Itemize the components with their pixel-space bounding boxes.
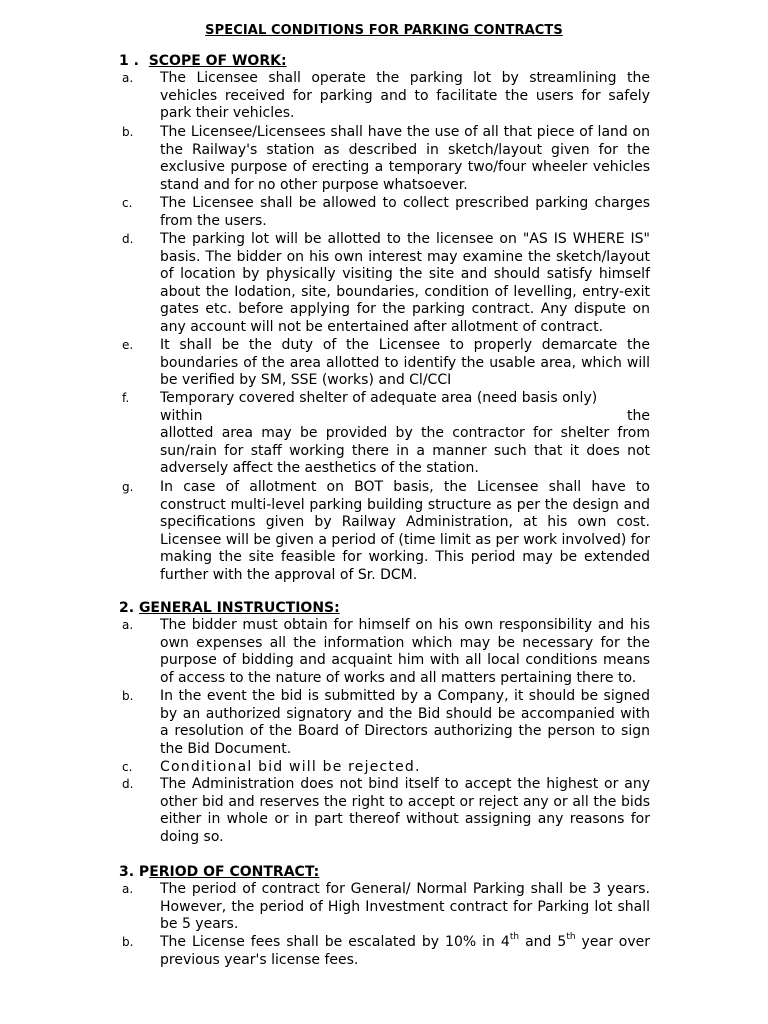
item-text: The Licensee shall operate the parking lot by streamlining the vehicles received for parking and to facilitate the users for safely park their vehicles. bbox=[160, 70, 650, 122]
section-title: GENERAL INSTRUCTIONS: bbox=[138, 600, 340, 616]
section-title: SCOPE OF WORK: bbox=[148, 53, 287, 69]
item-text: The parking lot will be allotted to the licensee on "AS IS WHERE IS" basis. The bidder on his own interest may examine the sketch/layout of location by physically visiting the site and should satisfy himself about the Iodation, site, boundaries, condition of levelling, entry-exit gates etc. before applying for the parking contract. Any dispute on any account will not be entertained after allotment of contract. bbox=[160, 231, 650, 335]
item-letter: a. bbox=[122, 618, 134, 632]
item-text: allotted area may be provided by the contractor for shelter from sun/rain for staff working there in a manner such that it does not adversely affect the aesthetics of the station. bbox=[160, 425, 650, 477]
section-number: 1 . bbox=[119, 53, 139, 69]
item-text-part: year over previous year's license fees. bbox=[160, 934, 650, 968]
item-letter: b. bbox=[122, 689, 134, 703]
section-heading-scope-of-work bbox=[119, 53, 287, 69]
item-text-part: The License fees shall be escalated by 10% in 4 bbox=[160, 934, 510, 950]
item-letter: a. bbox=[122, 71, 134, 85]
item-text: The Licensee shall be allowed to collect prescribed parking charges from the users. bbox=[160, 195, 650, 229]
item-letter: c. bbox=[122, 760, 133, 774]
item-text-line-spread bbox=[160, 408, 650, 426]
section-title: ERIOD OF CONTRACT: bbox=[149, 864, 320, 880]
section-heading-period-of-contract bbox=[119, 864, 319, 880]
section-number: 2. bbox=[119, 600, 135, 616]
item-text-word: within bbox=[160, 407, 203, 424]
item-letter: f. bbox=[122, 391, 130, 405]
item-letter: b. bbox=[122, 935, 134, 949]
item-text: Conditional bid will be rejected. bbox=[160, 759, 421, 775]
item-text: The period of contract for General/ Normal Parking shall be 3 years. However, the period of High Investment contract for Parking lot shall be 5 years. bbox=[160, 881, 650, 933]
item-text: The Administration does not bind itself to accept the highest or any other bid and reserves the right to accept or reject any or all the bids either in whole or in part thereof without assigning any reasons for doing so. bbox=[160, 776, 650, 845]
item-letter: b. bbox=[122, 125, 134, 139]
item-text-part: and 5 bbox=[519, 934, 567, 950]
item-text-word: the bbox=[627, 407, 650, 424]
item-letter: a. bbox=[122, 882, 134, 896]
document-title: SPECIAL CONDITIONS FOR PARKING CONTRACTS bbox=[205, 23, 563, 38]
item-letter: e. bbox=[122, 338, 134, 352]
item-letter: g. bbox=[122, 480, 134, 494]
item-text: In the event the bid is submitted by a Company, it should be signed by an authorized signatory and the Bid should be accompanied with a resolution of the Board of Directors authorizing the person to sign the Bid Document. bbox=[160, 688, 650, 757]
ordinal-suffix: th bbox=[509, 932, 520, 943]
ordinal-suffix: th bbox=[566, 932, 576, 943]
item-text: The Licensee/Licensees shall have the use of all that piece of land on the Railway's station as described in sketch/layout given for the exclusive purpose of erecting a temporary two/four wheeler vehicles stand and for no other purpose whatsoever. bbox=[160, 124, 650, 193]
item-letter: c. bbox=[122, 196, 133, 210]
item-text: In case of allotment on BOT basis, the Licensee shall have to construct multi-level parking building structure as per the design and specifications given by Railway Administration, at his own cost. Licensee will be given a period of (time limit as per work involved) for making the site feasible for working. This period may be extended further with the approval of Sr. DCM. bbox=[160, 479, 650, 583]
item-text-line: Temporary covered shelter of adequate area (need basis only) bbox=[160, 390, 598, 406]
section-number: 3. P bbox=[119, 864, 150, 880]
item-letter: d. bbox=[122, 232, 134, 246]
item-text: It shall be the duty of the Licensee to properly demarcate the boundaries of the area allotted to identify the usable area, which will be verified by SM, SSE (works) and Cl/CCI bbox=[160, 337, 650, 389]
item-text: The bidder must obtain for himself on his own responsibility and his own expenses all the information which may be necessary for the purpose of bidding and acquaint him with all local conditions means of access to the nature of works and all matters pertaining there to. bbox=[160, 617, 650, 686]
section-heading-general-instructions bbox=[119, 600, 340, 616]
item-letter: d. bbox=[122, 777, 134, 791]
item-text bbox=[160, 934, 650, 969]
